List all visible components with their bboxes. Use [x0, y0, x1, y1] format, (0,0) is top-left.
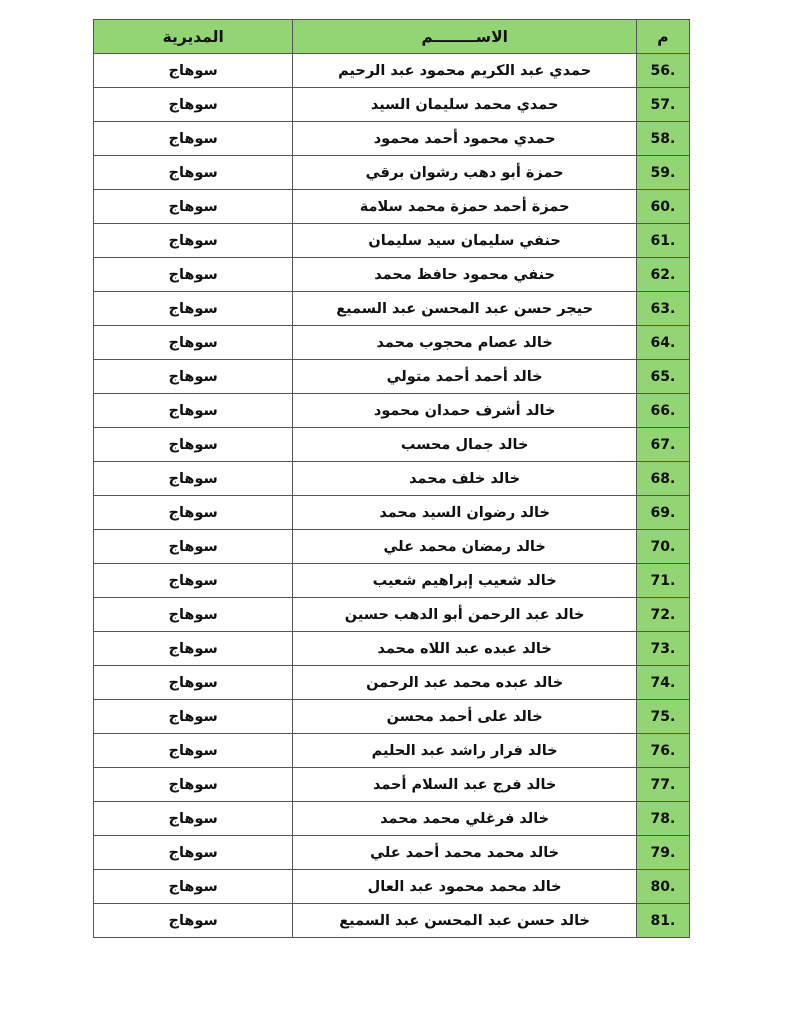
person-name: خالد فرج عبد السلام أحمد: [293, 768, 637, 802]
directorate: سوهاج: [94, 394, 293, 428]
directorate: سوهاج: [94, 666, 293, 700]
table-row: [94, 802, 690, 836]
table-row: [94, 836, 690, 870]
row-number: 56.: [636, 54, 689, 88]
person-name: خالد على أحمد محسن: [293, 700, 637, 734]
person-name: حمدي عبد الكريم محمود عبد الرحيم: [293, 54, 637, 88]
directorate: سوهاج: [94, 496, 293, 530]
row-number: 68.: [636, 462, 689, 496]
directorate: سوهاج: [94, 462, 293, 496]
row-number: 74.: [636, 666, 689, 700]
person-name: خالد رضوان السيد محمد: [293, 496, 637, 530]
row-number: 59.: [636, 156, 689, 190]
table-row: [94, 734, 690, 768]
row-number: 73.: [636, 632, 689, 666]
directorate: سوهاج: [94, 904, 293, 938]
directorate: سوهاج: [94, 768, 293, 802]
person-name: حنفي سليمان سيد سليمان: [293, 224, 637, 258]
person-name: خالد محمد محمود عبد العال: [293, 870, 637, 904]
directorate: سوهاج: [94, 802, 293, 836]
person-name: حمدي محمود أحمد محمود: [293, 122, 637, 156]
header-row: [94, 20, 690, 54]
header-name: الاســــــــم: [293, 20, 637, 54]
row-number: 67.: [636, 428, 689, 462]
directorate: سوهاج: [94, 326, 293, 360]
table-row: [94, 700, 690, 734]
row-number: 75.: [636, 700, 689, 734]
person-name: خالد خلف محمد: [293, 462, 637, 496]
directorate: سوهاج: [94, 360, 293, 394]
directorate: سوهاج: [94, 734, 293, 768]
person-name: خالد أحمد أحمد متولي: [293, 360, 637, 394]
person-name: خالد محمد محمد أحمد علي: [293, 836, 637, 870]
directorate: سوهاج: [94, 224, 293, 258]
person-name: خالد جمال محسب: [293, 428, 637, 462]
row-number: 72.: [636, 598, 689, 632]
header-number: م: [636, 20, 689, 54]
header-directorate: المديرية: [94, 20, 293, 54]
person-name: خالد عبده محمد عبد الرحمن: [293, 666, 637, 700]
person-name: حمدي محمد سليمان السيد: [293, 88, 637, 122]
person-name: خالد عبد الرحمن أبو الدهب حسين: [293, 598, 637, 632]
table-row: [94, 360, 690, 394]
person-name: خالد شعيب إبراهيم شعيب: [293, 564, 637, 598]
table-row: [94, 564, 690, 598]
table-row: [94, 666, 690, 700]
directorate: سوهاج: [94, 122, 293, 156]
directorate: سوهاج: [94, 700, 293, 734]
directorate: سوهاج: [94, 190, 293, 224]
directorate: سوهاج: [94, 156, 293, 190]
table-row: [94, 428, 690, 462]
row-number: 64.: [636, 326, 689, 360]
directorate: سوهاج: [94, 598, 293, 632]
row-number: 77.: [636, 768, 689, 802]
person-name: خالد عصام محجوب محمد: [293, 326, 637, 360]
directorate: سوهاج: [94, 530, 293, 564]
table-row: [94, 292, 690, 326]
row-number: 61.: [636, 224, 689, 258]
person-name: حنفي محمود حافظ محمد: [293, 258, 637, 292]
table-row: [94, 88, 690, 122]
person-name: خالد عبده عبد اللاه محمد: [293, 632, 637, 666]
directorate: سوهاج: [94, 564, 293, 598]
row-number: 57.: [636, 88, 689, 122]
table-row: [94, 598, 690, 632]
table-row: [94, 258, 690, 292]
table-row: [94, 54, 690, 88]
table-row: [94, 326, 690, 360]
row-number: 65.: [636, 360, 689, 394]
table-row: [94, 122, 690, 156]
row-number: 60.: [636, 190, 689, 224]
directorate: سوهاج: [94, 292, 293, 326]
row-number: 70.: [636, 530, 689, 564]
person-name: خالد رمضان محمد علي: [293, 530, 637, 564]
row-number: 78.: [636, 802, 689, 836]
table-row: [94, 496, 690, 530]
table-row: [94, 530, 690, 564]
directorate: سوهاج: [94, 88, 293, 122]
row-number: 76.: [636, 734, 689, 768]
row-number: 63.: [636, 292, 689, 326]
person-name: حيجر حسن عبد المحسن عبد السميع: [293, 292, 637, 326]
table-row: [94, 870, 690, 904]
row-number: 62.: [636, 258, 689, 292]
table-row: [94, 156, 690, 190]
directorate: سوهاج: [94, 258, 293, 292]
person-name: خالد حسن عبد المحسن عبد السميع: [293, 904, 637, 938]
row-number: 79.: [636, 836, 689, 870]
row-number: 66.: [636, 394, 689, 428]
person-name: خالد أشرف حمدان محمود: [293, 394, 637, 428]
names-table: [93, 19, 690, 938]
directorate: سوهاج: [94, 428, 293, 462]
row-number: 81.: [636, 904, 689, 938]
table-row: [94, 190, 690, 224]
directorate: سوهاج: [94, 836, 293, 870]
directorate: سوهاج: [94, 632, 293, 666]
table-row: [94, 904, 690, 938]
table-row: [94, 768, 690, 802]
person-name: خالد فرار راشد عبد الحليم: [293, 734, 637, 768]
directorate: سوهاج: [94, 54, 293, 88]
row-number: 71.: [636, 564, 689, 598]
table-body: [94, 54, 690, 938]
row-number: 80.: [636, 870, 689, 904]
table-row: [94, 394, 690, 428]
person-name: حمزة أبو دهب رشوان برقي: [293, 156, 637, 190]
row-number: 58.: [636, 122, 689, 156]
directorate: سوهاج: [94, 870, 293, 904]
table-row: [94, 224, 690, 258]
person-name: حمزة أحمد حمزة محمد سلامة: [293, 190, 637, 224]
table-row: [94, 462, 690, 496]
person-name: خالد فرغلي محمد محمد: [293, 802, 637, 836]
table-row: [94, 632, 690, 666]
row-number: 69.: [636, 496, 689, 530]
